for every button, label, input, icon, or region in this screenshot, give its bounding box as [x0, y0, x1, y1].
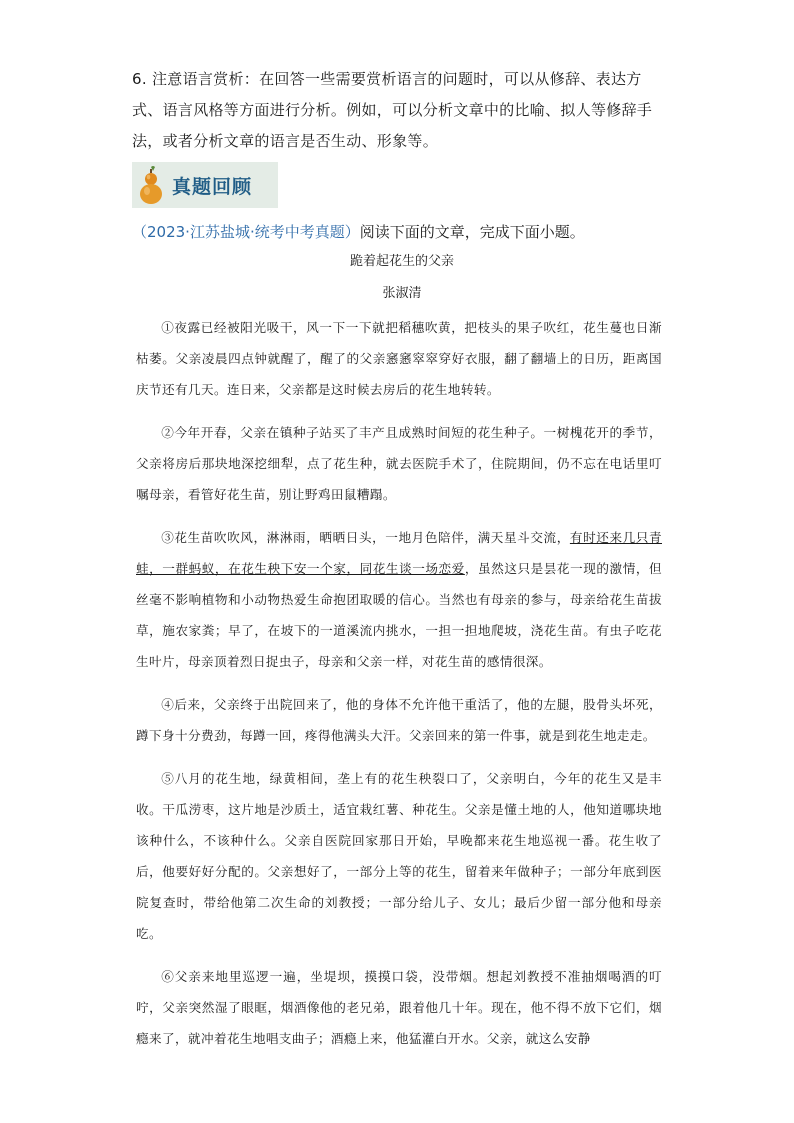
tip-paragraph: 6. 注意语言赏析：在回答一些需要赏析语言的问题时，可以从修辞、表达方式、语言风格等方面进行分析。例如，可以分析文章中的比喻、拟人等修辞手法，或者分析文章的语言是否生动、形象等。: [132, 70, 653, 150]
paragraph-5: ⑤八月的花生地，绿黄相间，垄上有的花生秧裂口了，父亲明白，今年的花生又是丰收。干瓜涝枣，这片地是沙质土，适宜栽红薯、种花生。父亲是懂土地的人，他知道哪块地该种什么，不该种什么。父亲自医院回家那日开始，早晚都来花生地巡视一番。花生收了后，他要好好分配的。父亲想好了，一部分上等的花生，留着来年做种子；一部分年底到医院复查时，带给他第二次生命的刘教授；一部分给儿子、女儿；最后少留一部分他和母亲吃。: [136, 771, 662, 941]
article-title: 跪着起花生的父亲: [349, 254, 454, 269]
source-label: （2023·江苏盐城·统考中考真题）: [132, 223, 360, 241]
question-intro: [132, 220, 672, 244]
banner-title: 真题回顾: [172, 175, 253, 198]
paragraph-3: [136, 522, 662, 677]
intro-text: 阅读下面的文章，完成下面小题。: [359, 223, 585, 241]
paragraph-3-start: ③花生苗吹吹风，淋淋雨，晒晒日头，一地月色陪伴，满天星斗交流，: [161, 530, 570, 545]
paragraph-6: ⑥父亲来地里巡逻一遍，坐堤坝，摸摸口袋，没带烟。想起刘教授不准抽烟喝酒的叮咛，父亲突然湿了眼眶，烟酒像他的老兄弟，跟着他几十年。现在，他不得不放下它们，烟瘾来了，就冲着花生地唱支曲子；酒瘾上来，他猛灌白开水。父亲，就这么安静: [136, 969, 662, 1046]
paragraph-4: ④后来，父亲终于出院回来了，他的身体不允许他干重活了，他的左腿，股骨头坏死，蹲下身十分费劲，每蹲一回，疼得他满头大汗。父亲回来的第一件事，就是到花生地走走。: [136, 697, 662, 743]
section-banner: [132, 162, 278, 208]
paragraph-3-end: ，虽然这只是昙花一现的激情，但丝毫不影响植物和小动物热爱生命抱团取暖的信心。当然也有母亲的参与，母亲给花生苗拔草，施农家粪；早了，在坡下的一道溪流内挑水，一担一担地爬坡，浇花生苗。有虫子吃花生叶片，母亲顶着烈日捉虫子，母亲和父亲一样，对花生苗的感情很深。: [136, 561, 663, 669]
article-author: 张淑清: [382, 286, 422, 301]
gourd-icon: [136, 165, 166, 205]
paragraph-1: ①夜露已经被阳光吸干，风一下一下就把稻穗吹黄，把枝头的果子吹红，花生蔓也日渐枯萎。父亲凌晨四点钟就醒了，醒了的父亲窸窸窣窣穿好衣服，翻了翻墙上的日历，距离国庆节还有几天。连日来，父亲都是这时候去房后的花生地转转。: [136, 320, 662, 397]
article-body: [136, 312, 662, 1066]
paragraph-2: ②今年开春，父亲在镇种子站买了丰产且成熟时间短的花生种子。一树槐花开的季节，父亲将房后那块地深挖细犁，点了花生种，就去医院手术了，住院期间，仍不忘在电话里叮嘱母亲，看管好花生苗，别让野鸡田鼠糟蹋。: [136, 425, 662, 502]
underlined-sentence: 有时还来几只青蛙，一群蚂蚁，在花生秧下安一个家，同花生谈一场恋爱: [136, 530, 662, 576]
